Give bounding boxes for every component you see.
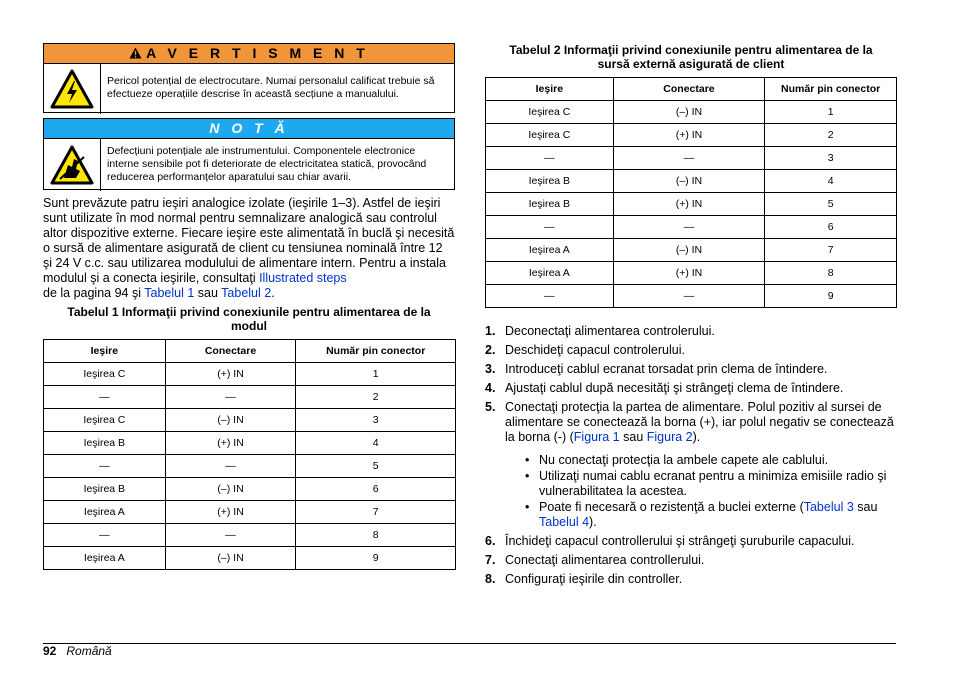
table-cell: — <box>486 285 614 308</box>
footer-language: Română <box>66 644 112 658</box>
esd-warning-icon <box>44 139 101 191</box>
intro-paragraph: Sunt prevăzute patru ieşiri analogice izolate (ieşirile 1–3). Astfel de ieşiri sunt utilizate în mod normal pentru semnalizare analogică sau controlul altor dispozitive externe. Fiecare ieşire este alimentată în buclă şi necesită o sursă de alimentare asigurată de client cu tensiunea nominală între 12 şi 24 V c.c. sau utilizarea modulului de alimentare intern. Pentru a instala modulul şi a conecta ieşirile, consultaţi Illustrated steps de la pagina 94 şi Tabelul 1 sau Tabelul 2. <box>43 196 455 300</box>
table-cell: Ieşirea B <box>44 432 166 455</box>
table-cell: 3 <box>765 147 897 170</box>
illustrated-steps-link[interactable]: Illustrated steps <box>259 271 347 285</box>
figure2-link[interactable]: Figura 2 <box>646 430 693 444</box>
table-cell: (–) IN <box>165 409 296 432</box>
table-cell: Ieşirea C <box>44 363 166 386</box>
table-cell: (+) IN <box>165 432 296 455</box>
table-cell: Ieşirea B <box>44 478 166 501</box>
bullet: • <box>525 500 530 514</box>
table-row <box>44 363 456 386</box>
step-item: 8. Configuraţi ieşirile din controller. <box>485 572 683 586</box>
table-cell: 6 <box>765 216 897 239</box>
table-cell: (–) IN <box>613 101 765 124</box>
page-footer <box>43 644 112 658</box>
figure1-link[interactable]: Figura 1 <box>573 430 620 444</box>
step-item: 7. Conectaţi alimentarea controllerului. <box>485 553 705 567</box>
step-item: 6. Închideţi capacul controllerului şi strângeţi şuruburile capacului. <box>485 534 855 548</box>
column-header: Conectare <box>613 78 765 101</box>
table-row <box>44 478 456 501</box>
column-header: Conectare <box>165 340 296 363</box>
table-row <box>44 455 456 478</box>
table-cell: — <box>165 524 296 547</box>
table-cell: 7 <box>296 501 456 524</box>
note-box <box>43 118 455 190</box>
table-cell: 5 <box>296 455 456 478</box>
table-cell: 8 <box>296 524 456 547</box>
page-number: 92 <box>43 644 57 658</box>
table2 <box>485 77 897 308</box>
warning-text: Pericol potențial de electrocutare. Numai personalul calificat trebuie să efectueze operațiile descrise în această secțiune a manualului. <box>107 75 435 100</box>
table3-link[interactable]: Tabelul 3 <box>803 500 854 514</box>
table-cell: (+) IN <box>613 124 765 147</box>
table-cell: (–) IN <box>613 170 765 193</box>
table-cell: 7 <box>765 239 897 262</box>
table-cell: — <box>165 386 296 409</box>
table1-caption: Tabelul 1 Informaţii privind conexiunile pentru alimentarea de la modul <box>67 305 431 333</box>
table-cell: — <box>44 386 166 409</box>
table-cell: — <box>44 524 166 547</box>
table-row <box>486 124 897 147</box>
table-cell: (+) IN <box>613 193 765 216</box>
table-cell: — <box>486 216 614 239</box>
table-cell: 6 <box>296 478 456 501</box>
column-header: Ieşire <box>486 78 614 101</box>
table-row <box>486 147 897 170</box>
table-cell: (+) IN <box>165 363 296 386</box>
warning-box <box>43 43 455 113</box>
table-row <box>44 409 456 432</box>
table-cell: Ieşirea A <box>486 239 614 262</box>
list-item: • Poate fi necesară o rezistenţă a buclei externe (Tabelul 3 sau Tabelul 4). <box>525 500 878 529</box>
table-cell: (+) IN <box>613 262 765 285</box>
table-cell: (+) IN <box>165 501 296 524</box>
table-cell: 4 <box>296 432 456 455</box>
procedure-steps <box>485 324 900 591</box>
table-cell: Ieşirea B <box>486 193 614 216</box>
step-item: 2. Deschideţi capacul controlerului. <box>485 343 685 357</box>
table-cell: Ieşirea C <box>44 409 166 432</box>
table-header-row <box>44 340 456 363</box>
table-cell: Ieşirea A <box>486 262 614 285</box>
table-row <box>44 547 456 570</box>
table-cell: Ieşirea C <box>486 101 614 124</box>
table-cell: Ieşirea C <box>486 124 614 147</box>
table-cell: — <box>613 147 765 170</box>
table-cell: (–) IN <box>165 547 296 570</box>
table-cell: — <box>44 455 166 478</box>
table-cell: 1 <box>296 363 456 386</box>
table-cell: Ieşirea A <box>44 501 166 524</box>
table-cell: 8 <box>765 262 897 285</box>
table-cell: 2 <box>296 386 456 409</box>
table-cell: — <box>613 285 765 308</box>
table-cell: 9 <box>296 547 456 570</box>
list-item: • Nu conectaţi protecţia la ambele capete ale cablului. <box>525 453 829 467</box>
column-header: Număr pin conector <box>765 78 897 101</box>
table-cell: — <box>613 216 765 239</box>
table-cell: — <box>165 455 296 478</box>
note-title: N O T Ă <box>44 119 454 139</box>
footer-divider <box>43 643 896 644</box>
table-row <box>44 432 456 455</box>
table2-link[interactable]: Tabelul 2 <box>221 286 272 300</box>
step5-notes <box>505 453 900 530</box>
table-row <box>486 101 897 124</box>
step-item: 1. Deconectaţi alimentarea controlerului. <box>485 324 715 338</box>
column-header: Număr pin conector <box>296 340 456 363</box>
note-text: Defecțiuni potențiale ale instrumentului. Componentele electronice interne sensibile pot fi deteriorate de electricitatea statică, provocând reducerea performanțelor aparatului sau chiar avarii. <box>107 145 427 183</box>
table1-link[interactable]: Tabelul 1 <box>144 286 195 300</box>
warning-triangle-icon <box>129 45 146 61</box>
table4-link[interactable]: Tabelul 4 <box>539 515 590 529</box>
table-row <box>44 501 456 524</box>
table2-caption: Tabelul 2 Informaţii privind conexiunile pentru alimentarea de la sursă externă asigurată de client <box>509 43 873 71</box>
warning-title: A V E R T I S M E N T <box>44 44 454 64</box>
table-cell: 4 <box>765 170 897 193</box>
table-cell: 1 <box>765 101 897 124</box>
table-row <box>486 170 897 193</box>
table-row <box>486 193 897 216</box>
table-cell: 5 <box>765 193 897 216</box>
table-cell: — <box>486 147 614 170</box>
table-cell: (–) IN <box>613 239 765 262</box>
step-item: 4. Ajustaţi cablul după necesităţi şi strângeţi clema de întindere. <box>485 381 844 395</box>
bullet: • <box>525 453 530 467</box>
table-row <box>486 239 897 262</box>
table-row <box>486 285 897 308</box>
bullet: • <box>525 469 530 483</box>
table-cell: 2 <box>765 124 897 147</box>
table-cell: Ieşirea A <box>44 547 166 570</box>
table-cell: 9 <box>765 285 897 308</box>
table-cell: (–) IN <box>165 478 296 501</box>
column-header: Ieşire <box>44 340 166 363</box>
electric-shock-icon <box>44 64 101 114</box>
table-header-row <box>486 78 897 101</box>
list-item: • Utilizaţi numai cablu ecranat pentru a minimiza emisiile radio şi vulnerabilitatea la acestea. <box>525 469 887 498</box>
table-row <box>44 386 456 409</box>
table-cell: 3 <box>296 409 456 432</box>
step-item: 3. Introduceţi cablul ecranat torsadat prin clema de întindere. <box>485 362 828 376</box>
table-row <box>486 262 897 285</box>
table-row <box>44 524 456 547</box>
table-cell: Ieşirea B <box>486 170 614 193</box>
table1 <box>43 339 456 570</box>
table-row <box>486 216 897 239</box>
step-item: 5. Conectaţi protecţia la partea de alimentare. Polul pozitiv al sursei de alimentare se conectează la borna (+), iar polul negativ se conectează la borna (-) (Figura 1 sau Figura 2). • Nu conectaţi protecţia la ambele capete ale cablului. • Utilizaţi numai cablu ecranat pentru a minimiza emisiile radio şi vulnerabilitatea la acestea. • Poate fi necesară o rezistenţă a buclei externe (Tabelul 3 sau Tabelul 4). <box>485 400 900 530</box>
